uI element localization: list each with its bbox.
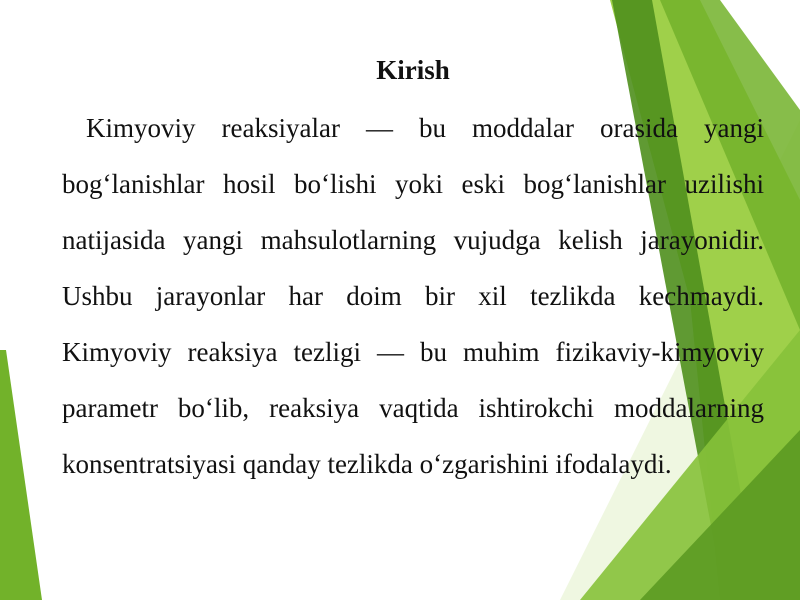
left-green-edge [0, 350, 42, 600]
body-paragraph: Kimyoviy reaksiyalar — bu moddalar orasida yangi bog‘lanishlar hosil bo‘lishi yoki eski bog‘lanishlar uzilishi natijasida yangi mahsulotlarning vujudga kelish jarayonidir. Ushbu jarayonlar har doim bir xil tezlikda kechmaydi. Kimyoviy reaksiya tezligi — bu muhim fizikaviy-kimyoviy parametr bo‘lib, reaksiya vaqtida ishtirokchi moddalarning konsentratsiyasi qanday tezlikda o‘zgarishini ifodalaydi. [62, 113, 764, 479]
slide-title: Kirish [376, 55, 450, 85]
